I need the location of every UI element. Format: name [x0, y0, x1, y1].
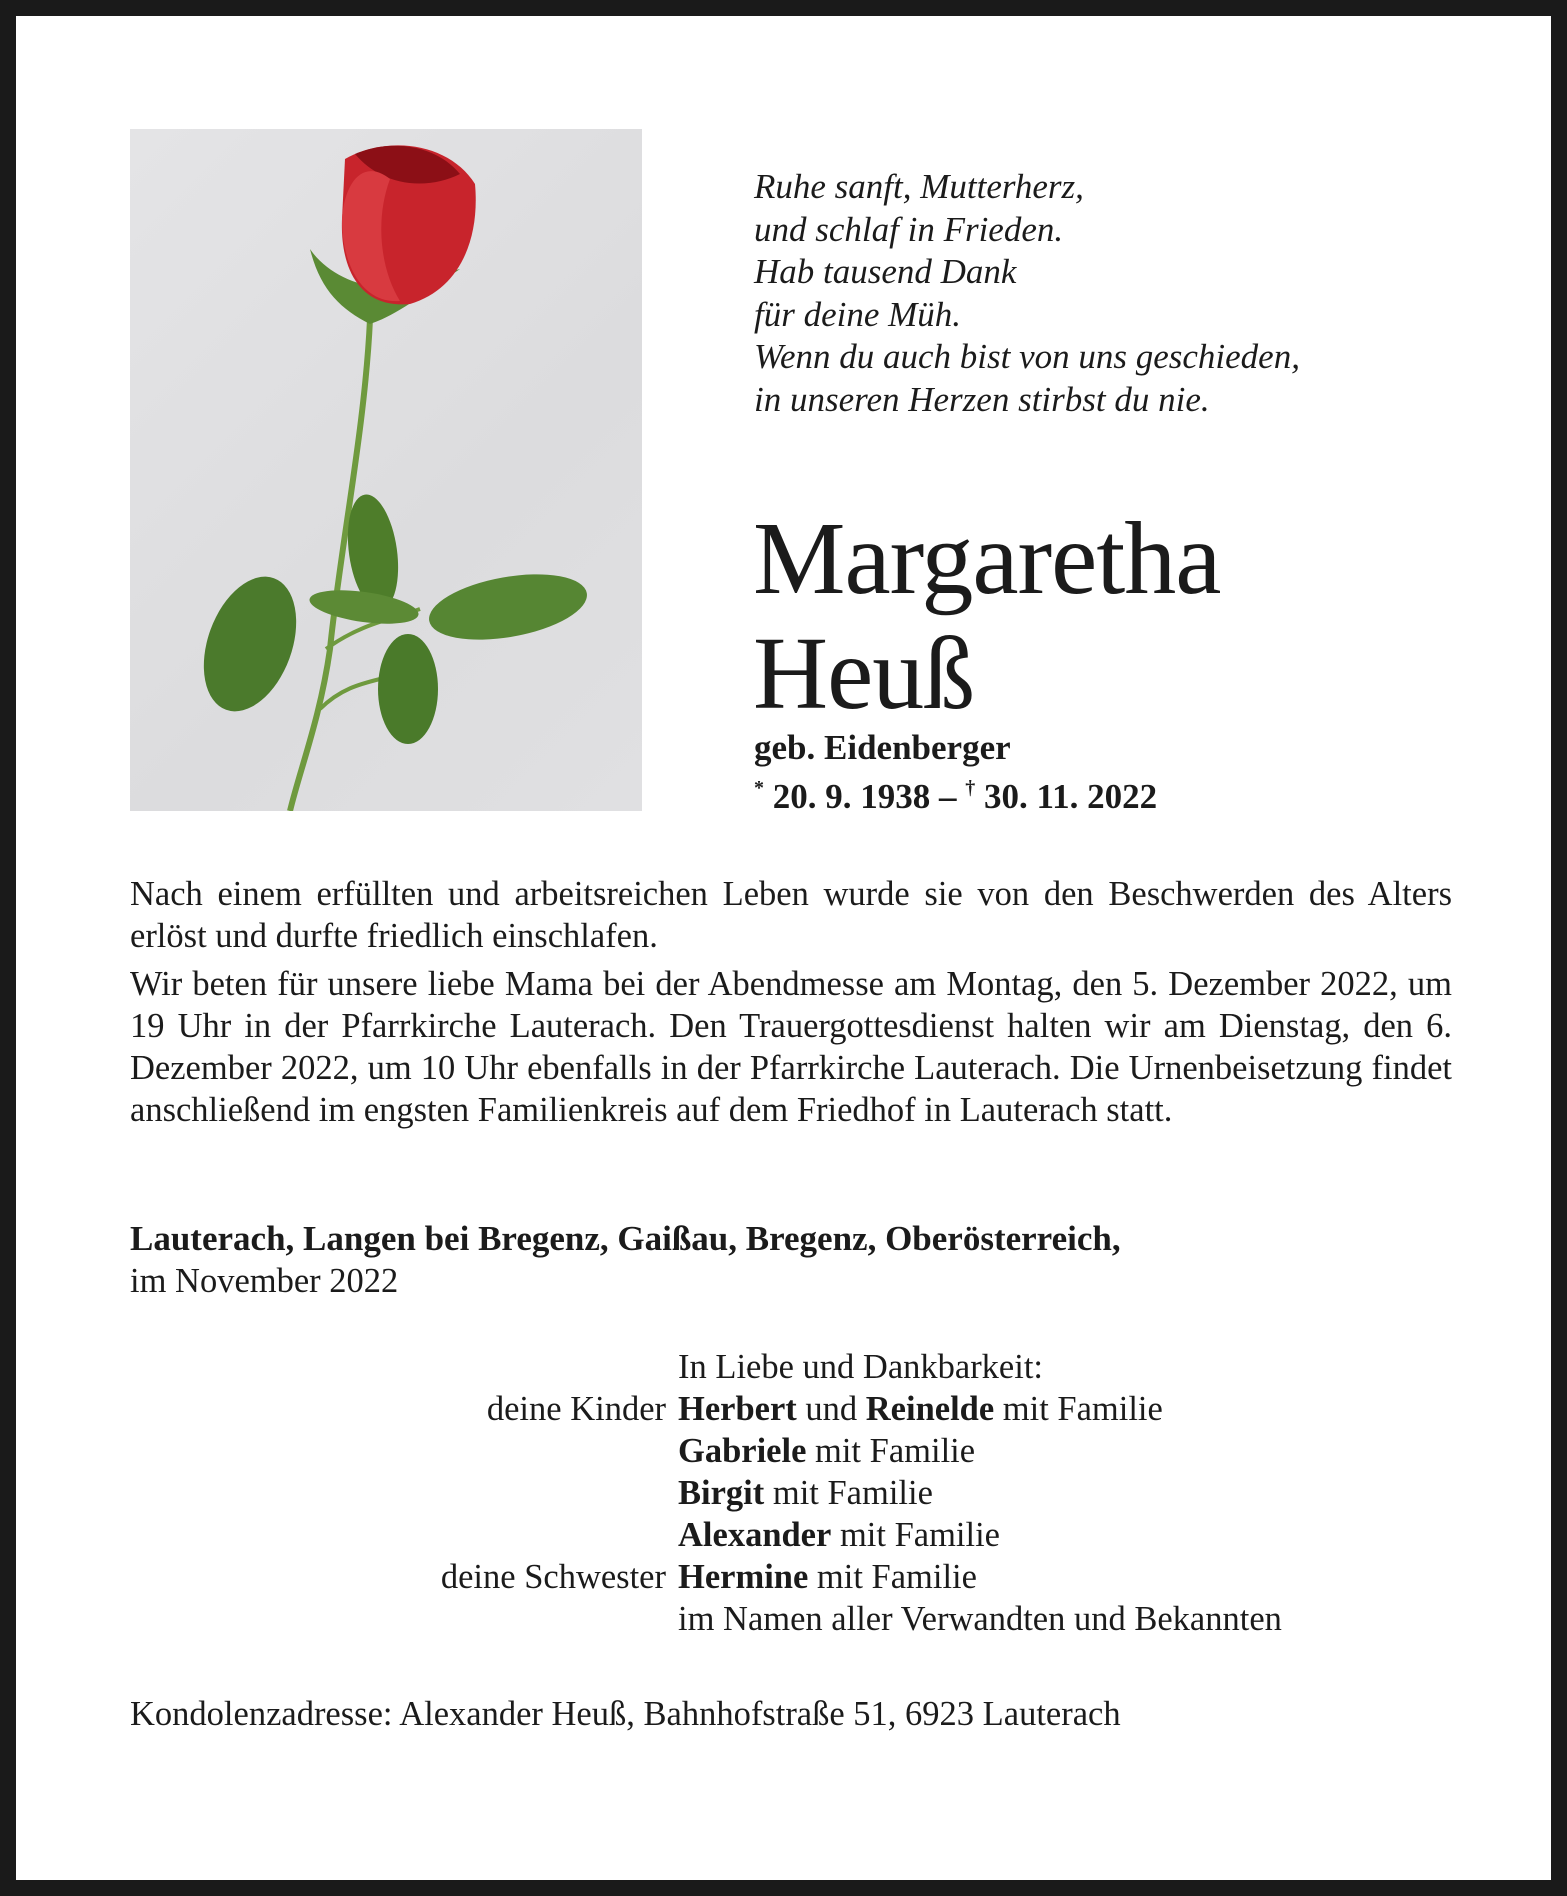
life-dates	[754, 768, 1157, 817]
name: Alexander	[678, 1516, 832, 1554]
name: Gabriele	[678, 1432, 807, 1470]
and-text: und	[796, 1390, 866, 1428]
with-family: mit Familie	[994, 1390, 1163, 1428]
rose-icon	[130, 129, 642, 811]
birth-name: geb. Eidenberger	[754, 728, 1011, 767]
poem-line: in unseren Herzen stirbst du nie.	[754, 379, 1210, 419]
signature-block	[130, 1346, 1452, 1640]
with-family: mit Familie	[808, 1558, 977, 1596]
sister-label: deine Schwester	[440, 1558, 666, 1596]
children-label: deine Kinder	[486, 1390, 666, 1428]
poem-line: Ruhe sanft, Mutterherz,	[754, 167, 1084, 206]
name: Herbert	[678, 1390, 797, 1428]
body-paragraph-1: Nach einem erfüllten und arbeitsreichen Leben wurde sie von den Beschwerden des Alters erlöst und durfte friedlich einschlafen.	[130, 875, 1452, 955]
poem-line: Hab tausend Dank	[754, 252, 1017, 291]
signature-closing: im Namen aller Verwandten und Bekannten	[678, 1600, 1282, 1638]
obituary-page	[16, 16, 1551, 1880]
death-date: 30. 11. 2022	[984, 777, 1158, 816]
birth-symbol: *	[754, 777, 764, 799]
name: Hermine	[678, 1558, 809, 1596]
date-line: im November 2022	[130, 1262, 399, 1300]
first-name: Margaretha	[753, 501, 1221, 616]
deceased-name	[753, 501, 1220, 731]
with-family: mit Familie	[831, 1516, 1000, 1554]
date-separator: –	[930, 777, 966, 816]
body-paragraph-2: Wir beten für unsere liebe Mama bei der Abendmesse am Montag, den 5. Dezember 2022, um 19 Uhr in der Pfarrkirche Lauterach. Den Trauergottesdienst halten wir am Dienstag, den 6. Dezember 2022, um 10 Uhr ebenfalls in der Pfarrkirche Lauterach. Die Urnenbeisetzung findet anschließend im engsten Familienkreis auf dem Friedhof in Lauterach statt.	[130, 965, 1452, 1129]
with-family: mit Familie	[764, 1474, 933, 1512]
with-family: mit Familie	[806, 1432, 976, 1470]
poem-line: Wenn du auch bist von uns geschieden,	[754, 337, 1300, 376]
places: Lauterach, Langen bei Bregenz, Gaißau, Bregenz, Oberösterreich,	[130, 1219, 1121, 1258]
birth-date: 20. 9. 1938	[772, 777, 931, 816]
rose-photo	[130, 129, 642, 811]
signature-intro: In Liebe und Dankbarkeit:	[678, 1348, 1043, 1386]
poem-line: für deine Müh.	[754, 294, 962, 334]
name: Reinelde	[865, 1390, 995, 1428]
death-symbol: †	[965, 777, 976, 799]
poem-line: und schlaf in Frieden.	[754, 209, 1064, 249]
last-name: Heuß	[753, 616, 975, 731]
condolence-address: Kondolenzadresse: Alexander Heuß, Bahnhofstraße 51, 6923 Lauterach	[130, 1695, 1121, 1733]
name: Birgit	[678, 1474, 765, 1512]
poem	[754, 166, 1300, 421]
